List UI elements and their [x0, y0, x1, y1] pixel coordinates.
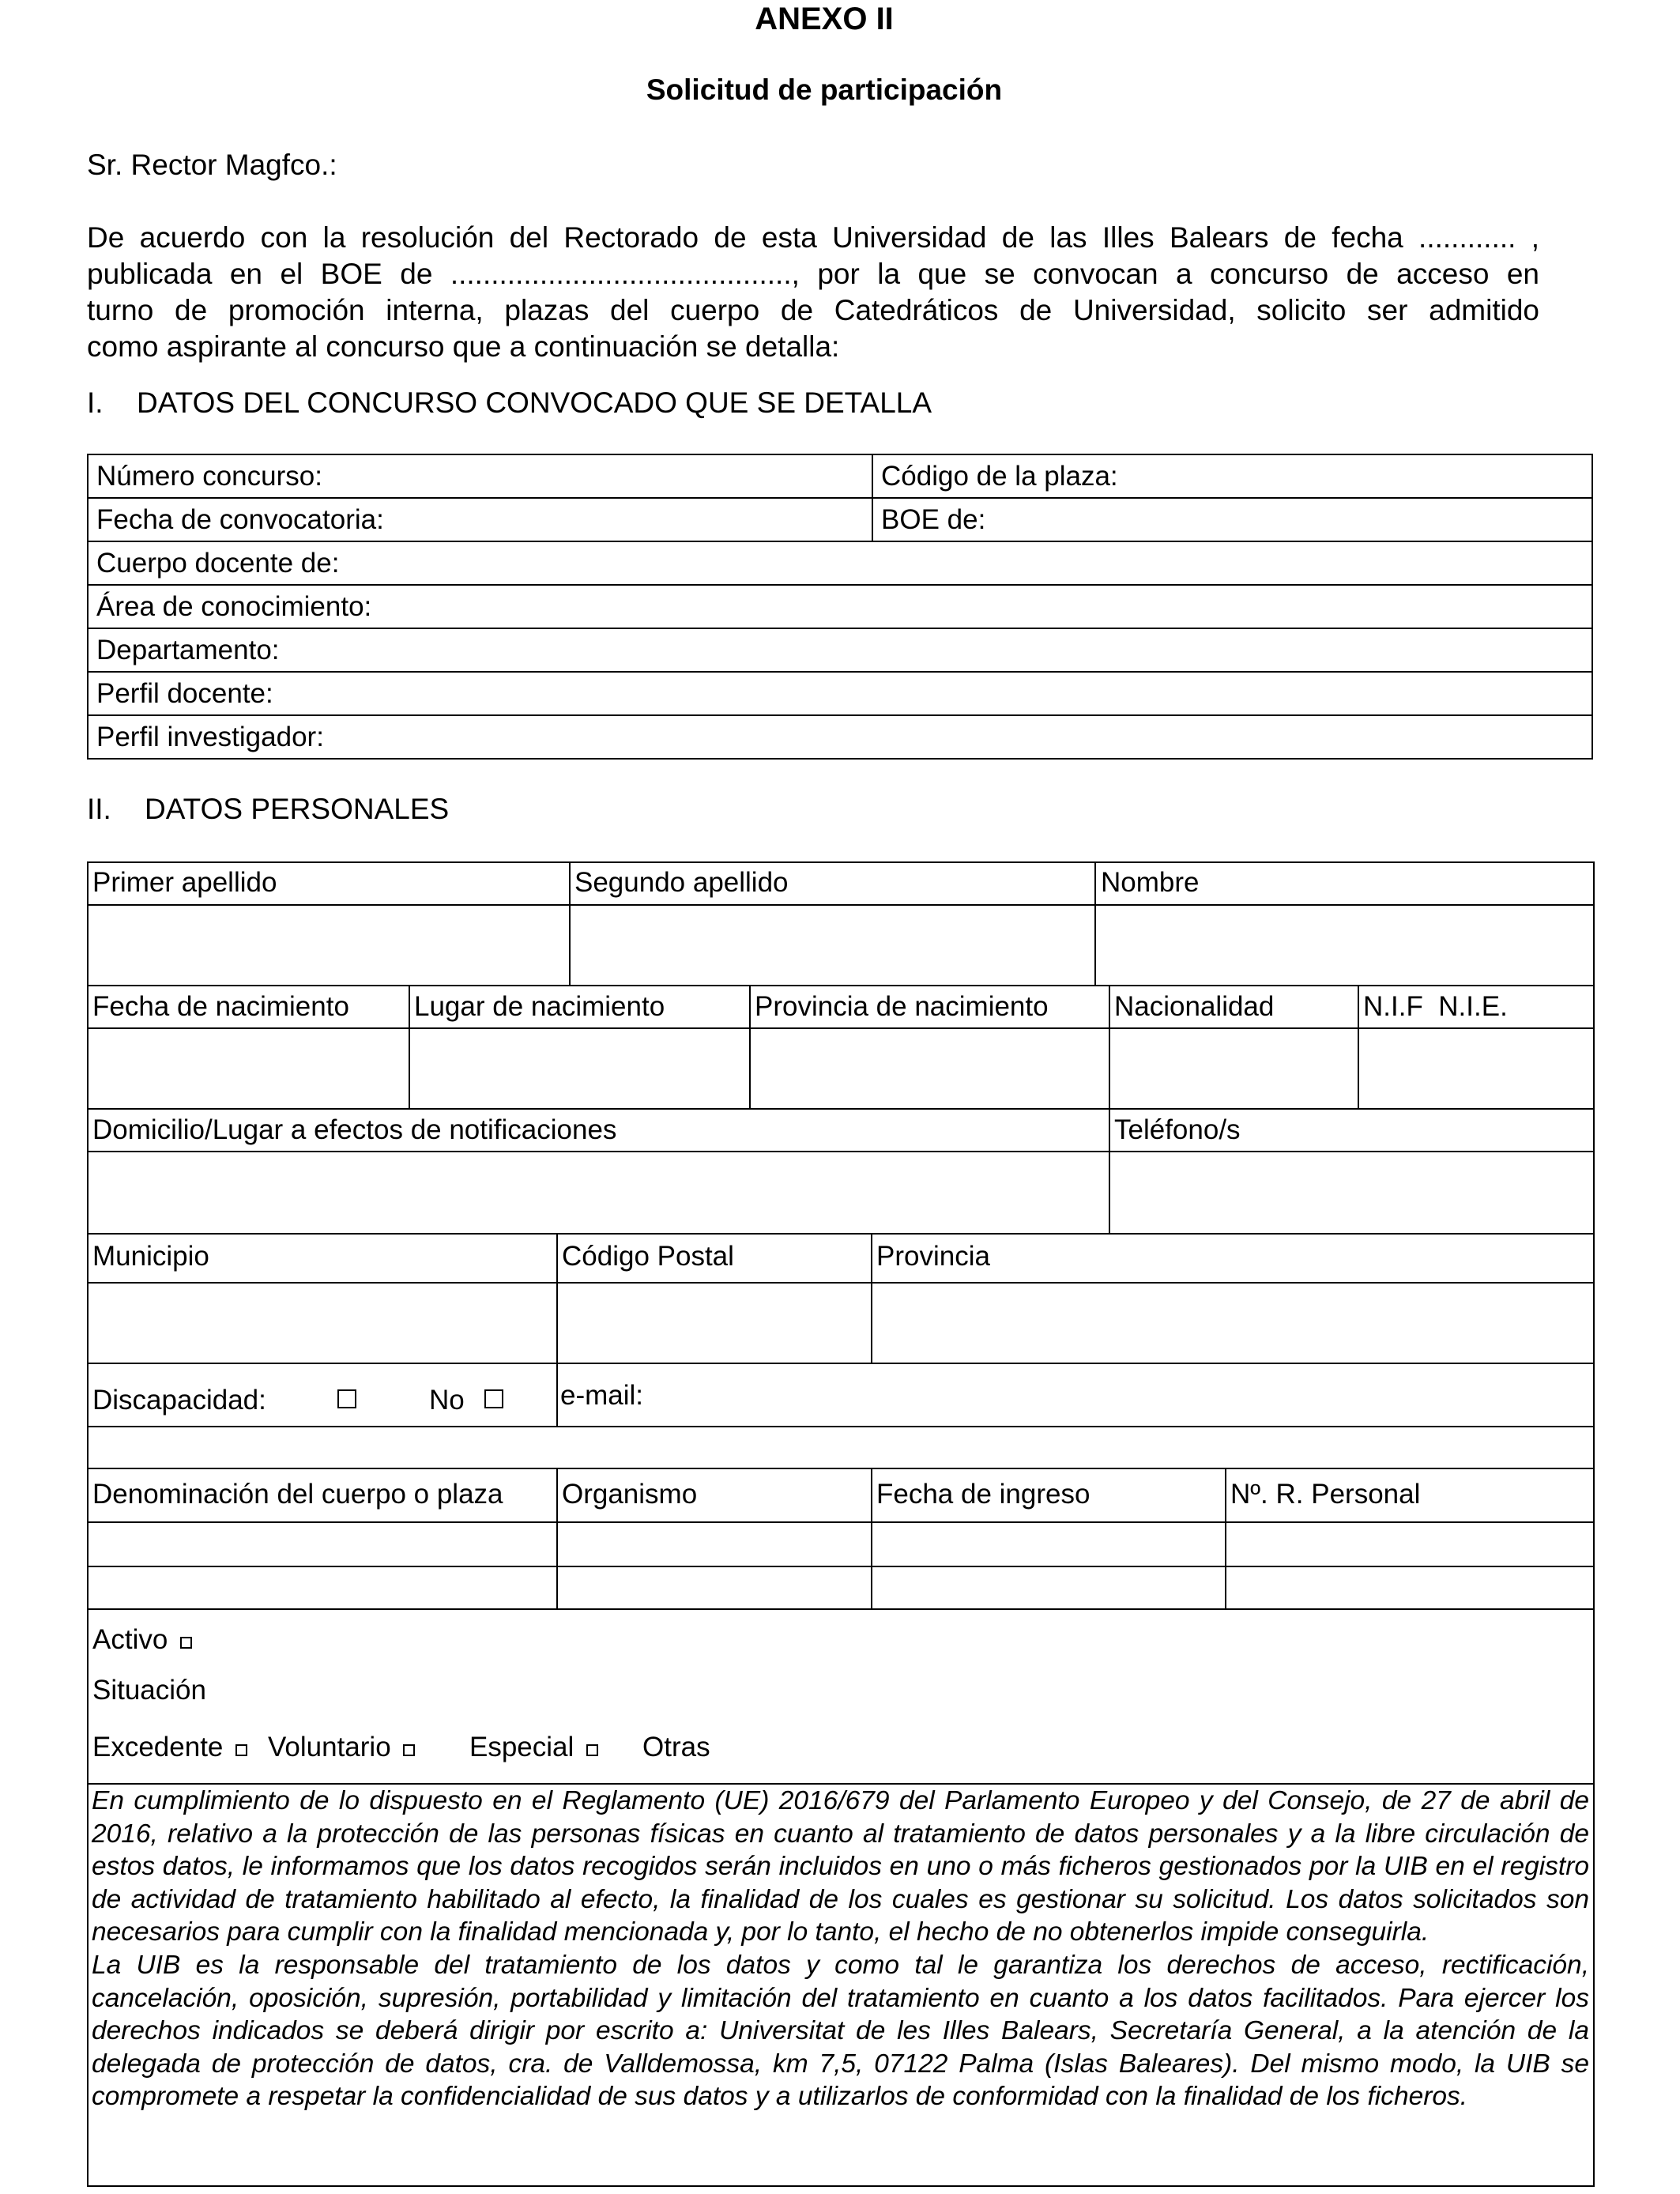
field-label: Cuerpo docente de:: [96, 547, 340, 579]
discapacidad-label: Discapacidad:: [92, 1385, 266, 1416]
intro-line: publicada en el BOE de .........................................., por la que se convocan a concurso de acceso en: [87, 258, 1539, 290]
lugar-nacimiento-input[interactable]: [410, 1029, 748, 1106]
privacy-paragraph: La UIB es la responsable del tratamiento de los datos y como tal le garantiza los derechos de acceso, rectificación, cancelación, oposición, supresión, portabilidad y limitación del tratamiento en cuanto a los datos facilitados. Para ejercer los derechos indicados se deberá dirigir por escrito a: Universitat de les Illes Balears, Secretaría General, a la atención de la delegada de protección de datos, cra. de Valldemossa, km 7,5, 07122 Palma (Islas Baleares). Del mismo modo, la UIB se compromete a respetar la confidencialidad de sus datos y a utilizarlos de conformidad con la finalidad de los ficheros.: [92, 1950, 1589, 2112]
fecha-convocatoria-field[interactable]: [88, 498, 872, 541]
denominacion-cuerpo-label: Denominación del cuerpo o plaza: [92, 1479, 503, 1510]
fecha-nacimiento-input[interactable]: [89, 1029, 407, 1106]
segundo-apellido-input[interactable]: [571, 906, 1093, 983]
nif-nie-input[interactable]: [1359, 1029, 1593, 1106]
form-subtitle: Solicitud de participación: [646, 74, 1003, 106]
intro-line: como aspirante al concurso que a continuación se detalla:: [87, 330, 840, 363]
excedente-label: [92, 1732, 247, 1763]
discapacidad-yes-checkbox[interactable]: [337, 1389, 356, 1408]
fecha-ingreso-label: Fecha de ingreso: [876, 1479, 1090, 1510]
especial-text: Especial: [469, 1732, 574, 1762]
discapacidad-no-label: No: [429, 1385, 465, 1416]
divider: [87, 985, 1595, 986]
nacionalidad-label: Nacionalidad: [1114, 991, 1275, 1022]
primer-apellido-input[interactable]: [89, 906, 567, 983]
divider: [87, 1108, 1595, 1110]
provincia-nacimiento-label: Provincia de nacimiento: [755, 991, 1049, 1022]
domicilio-input[interactable]: [89, 1152, 1107, 1231]
nombre-label: Nombre: [1101, 867, 1200, 898]
otras-label: Otras: [642, 1732, 710, 1762]
segundo-apellido-label: Segundo apellido: [574, 867, 789, 898]
intro-paragraph: [87, 220, 1539, 365]
nombre-input[interactable]: [1096, 906, 1593, 983]
fecha-nacimiento-label: Fecha de nacimiento: [92, 991, 349, 1022]
perfil-investigador-field[interactable]: [88, 715, 1592, 759]
area-conocimiento-field[interactable]: [88, 585, 1592, 628]
divider: [87, 1468, 1595, 1469]
municipio-label: Municipio: [92, 1241, 209, 1272]
field-label: Perfil investigador:: [96, 721, 324, 752]
codigo-plaza-field[interactable]: [872, 454, 1592, 498]
section-2-heading: [87, 792, 450, 827]
field-label: Código de la plaza:: [881, 460, 1118, 492]
field-label: Departamento:: [96, 634, 280, 665]
email-input[interactable]: [558, 1415, 1593, 1424]
field-label: Perfil docente:: [96, 677, 273, 709]
primer-apellido-label: Primer apellido: [92, 867, 277, 898]
voluntario-label: [268, 1732, 415, 1763]
divider: [87, 1233, 1595, 1235]
email-label: e-mail:: [560, 1380, 644, 1411]
municipio-input[interactable]: [89, 1284, 555, 1361]
especial-checkbox[interactable]: [586, 1744, 598, 1756]
section-number: I.: [87, 386, 104, 419]
field-label: Fecha de convocatoria:: [96, 503, 384, 535]
telefono-input[interactable]: [1110, 1152, 1593, 1231]
form-title: ANEXO II: [755, 2, 894, 36]
activo-checkbox[interactable]: [180, 1637, 192, 1649]
telefono-label: Teléfono/s: [1114, 1114, 1241, 1145]
section-title: DATOS DEL CONCURSO CONVOCADO QUE SE DETALLA: [137, 386, 932, 419]
section-title: DATOS PERSONALES: [145, 793, 450, 825]
field-label: BOE de:: [881, 503, 986, 535]
boe-field[interactable]: [872, 498, 1592, 541]
provincia-label: Provincia: [876, 1241, 990, 1272]
nacionalidad-input[interactable]: [1110, 1029, 1356, 1106]
fecha-ingreso-input[interactable]: [872, 1523, 1223, 1607]
activo-text: Activo: [92, 1624, 168, 1655]
denominacion-cuerpo-input[interactable]: [89, 1523, 555, 1607]
voluntario-text: Voluntario: [268, 1732, 391, 1762]
codigo-postal-label: Código Postal: [562, 1241, 734, 1272]
privacy-notice: [92, 1785, 1589, 2113]
field-label: Número concurso:: [96, 460, 322, 492]
nrp-label: Nº. R. Personal: [1230, 1479, 1421, 1510]
departamento-field[interactable]: [88, 628, 1592, 672]
field-label: Área de conocimiento:: [96, 590, 372, 622]
nif-nie-label: N.I.F N.I.E.: [1363, 991, 1508, 1022]
divider: [87, 1363, 1595, 1364]
voluntario-checkbox[interactable]: [403, 1744, 415, 1756]
contest-data-table: [87, 454, 1593, 760]
cuerpo-docente-field[interactable]: [88, 541, 1592, 585]
section-1-heading: [87, 386, 932, 420]
organismo-input[interactable]: [558, 1523, 869, 1607]
discapacidad-no-checkbox[interactable]: [484, 1389, 503, 1408]
salutation: Sr. Rector Magfco.:: [87, 149, 337, 181]
divider: [87, 1426, 1595, 1427]
numero-concurso-field[interactable]: [88, 454, 872, 498]
section-number: II.: [87, 793, 111, 825]
intro-line: De acuerdo con la resolución del Rectorado de esta Universidad de las Illes Balears de fecha ............ ,: [87, 221, 1539, 254]
codigo-postal-input[interactable]: [558, 1284, 869, 1361]
nrp-input[interactable]: [1226, 1523, 1593, 1607]
activo-label: [92, 1624, 192, 1656]
organismo-label: Organismo: [562, 1479, 698, 1510]
provincia-input[interactable]: [872, 1284, 1593, 1361]
intro-line: turno de promoción interna, plazas del cuerpo de Catedráticos de Universidad, solicito ser admitido: [87, 294, 1539, 326]
provincia-nacimiento-input[interactable]: [751, 1029, 1107, 1106]
situacion-label: Situación: [92, 1675, 206, 1706]
perfil-docente-field[interactable]: [88, 672, 1592, 715]
excedente-checkbox[interactable]: [235, 1744, 247, 1756]
divider: [87, 1608, 1595, 1610]
domicilio-label: Domicilio/Lugar a efectos de notificaciones: [92, 1114, 617, 1145]
especial-label: [469, 1732, 598, 1763]
privacy-paragraph: En cumplimiento de lo dispuesto en el Reglamento (UE) 2016/679 del Parlamento Europeo y del Consejo, de 27 de abril de 2016, relativo a la protección de las personas físicas en cuanto al tratamiento de datos personales y a la libre circulación de estos datos, le informamos que los datos recogidos serán incluidos en uno o más ficheros gestionados por la UIB en el registro de actividad de tratamiento habilitado al efecto, la finalidad de los cuales es gestionar su solicitud. Los datos solicitados son necesarios para cumplir con la finalidad mencionada y, por lo tanto, el hecho de no obtenerlos impide conseguirla.: [92, 1786, 1589, 1947]
lugar-nacimiento-label: Lugar de nacimiento: [414, 991, 665, 1022]
excedente-text: Excedente: [92, 1732, 224, 1762]
